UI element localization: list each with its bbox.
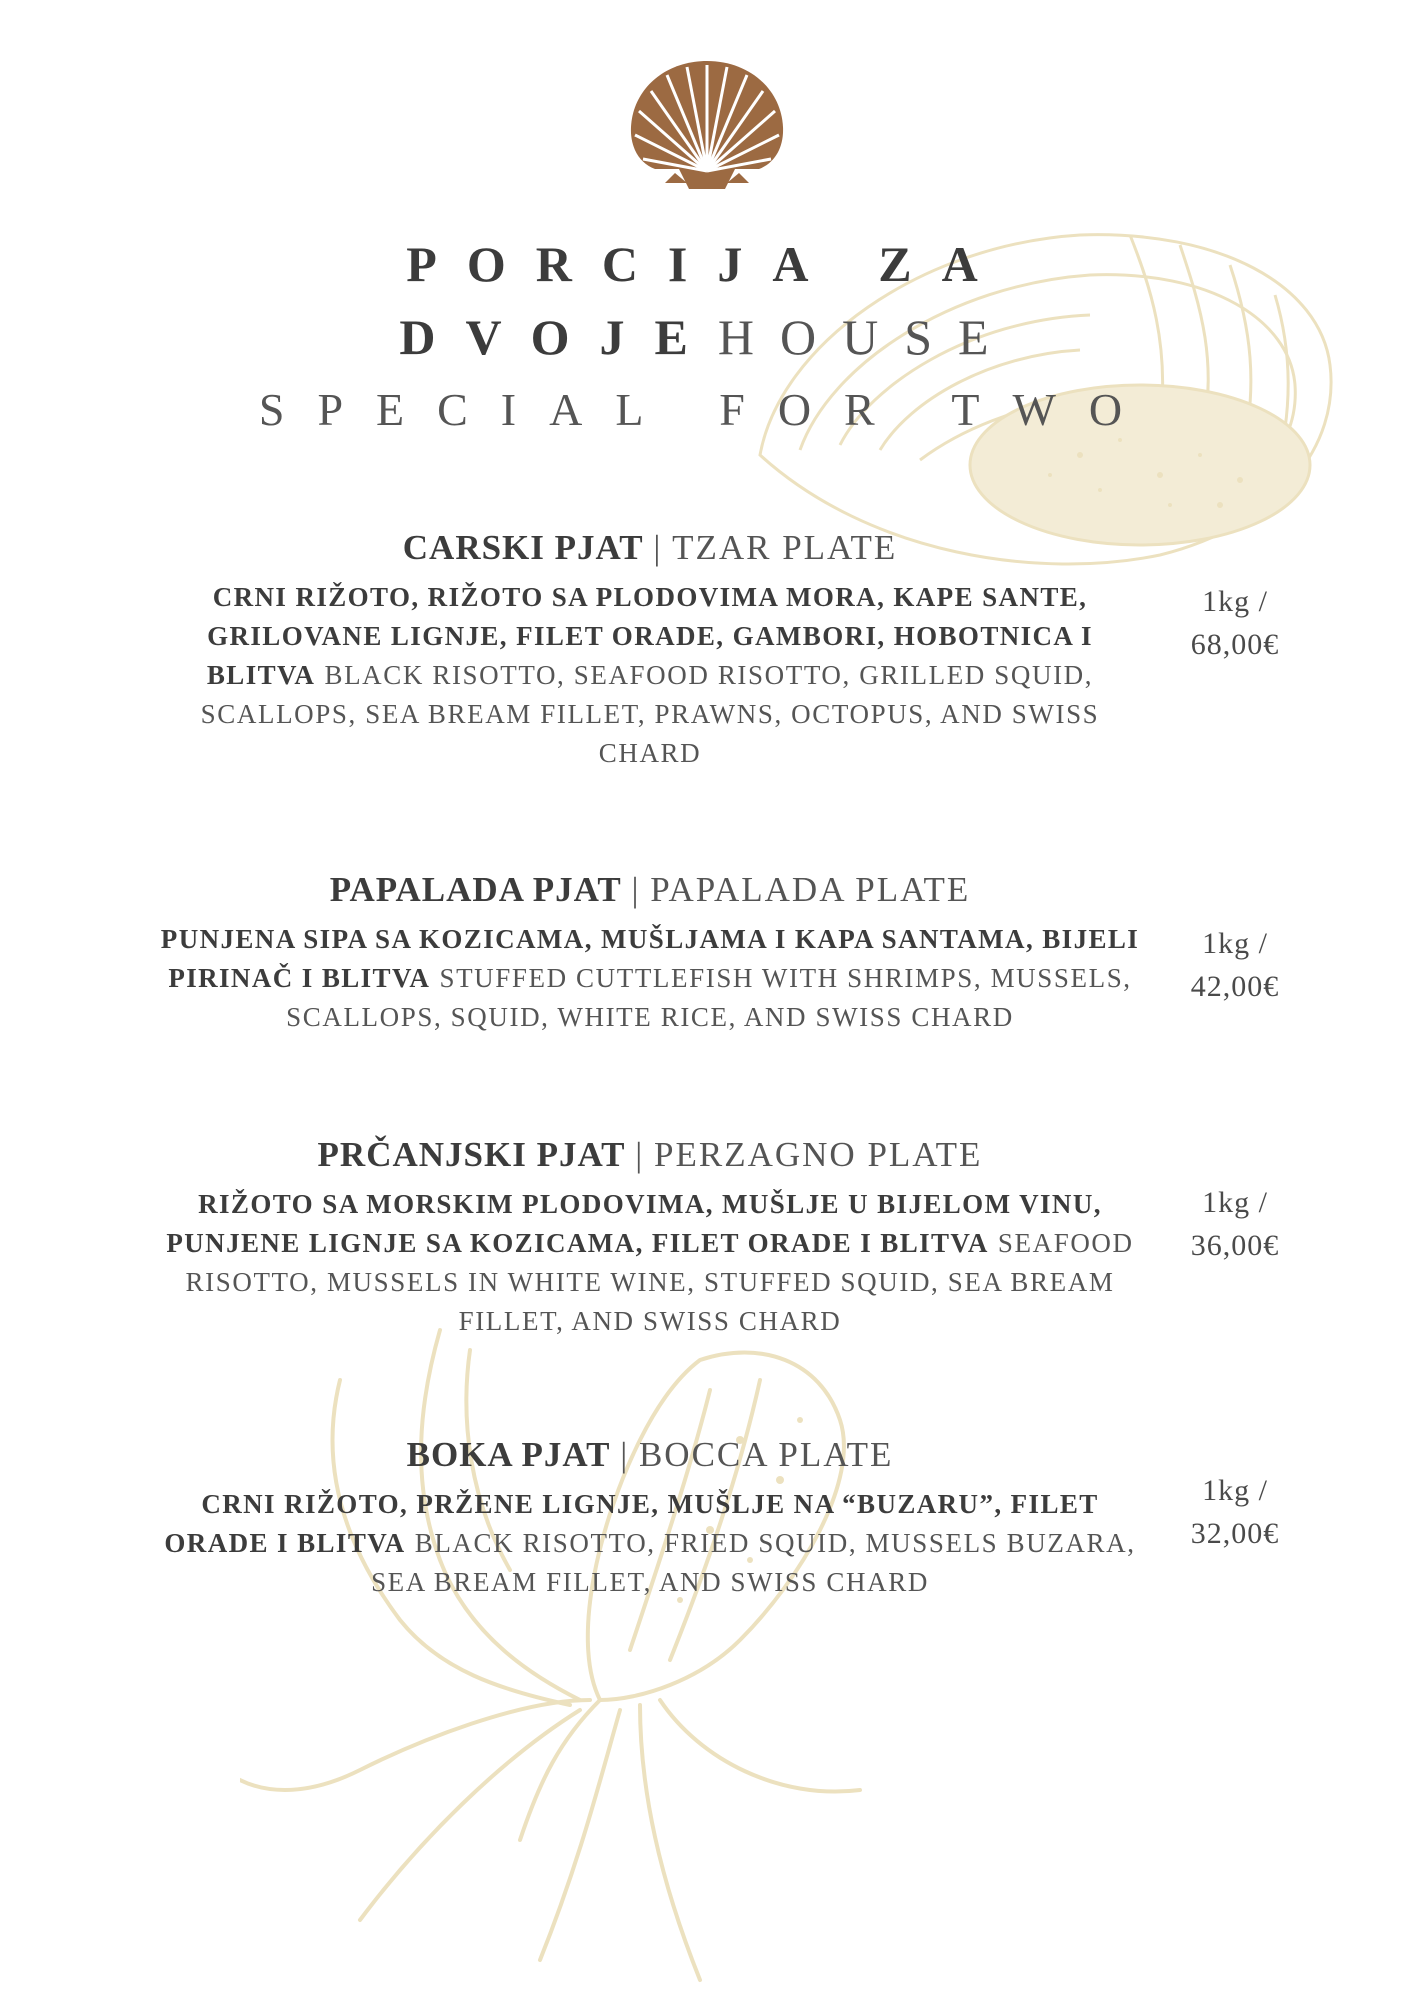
menu-title-line2 — [0, 308, 1414, 366]
menu-item-price — [1160, 1181, 1310, 1267]
squid-illustration — [240, 1320, 940, 2000]
menu-item-description — [160, 1485, 1140, 1602]
menu-item-separator: | — [653, 528, 663, 567]
menu-item-desc-en: BLACK RISOTTO, SEAFOOD RISOTTO, GRILLED SQUID, SCALLOPS, SEA BREAM FILLET, PRAWNS, OCTOPUS, AND SWISS CHARD — [200, 660, 1100, 768]
menu-item-price — [1160, 580, 1310, 666]
menu-item-title-en: PERZAGNO PLATE — [654, 1135, 983, 1174]
menu-item-title-local: BOKA PJAT — [406, 1435, 611, 1474]
menu-item-title-local: PAPALADA PJAT — [329, 870, 622, 909]
menu-item-title — [160, 1135, 1140, 1175]
scallop-shell-icon — [625, 55, 789, 195]
price-value: 42,00€ — [1190, 970, 1280, 1003]
menu-title-house: HOUSE — [717, 309, 1015, 365]
menu-item-separator: | — [635, 1135, 645, 1174]
menu-item-title — [160, 528, 1140, 568]
menu-item-carski-pjat — [160, 528, 1140, 773]
price-quantity: 1kg / — [1202, 585, 1268, 618]
menu-item-title-local: PRČANJSKI PJAT — [317, 1135, 626, 1174]
menu-item-title-local: CARSKI PJAT — [402, 528, 644, 567]
menu-item-separator: | — [631, 870, 641, 909]
menu-item-desc-en: STUFFED CUTTLEFISH WITH SHRIMPS, MUSSELS, SCALLOPS, SQUID, WHITE RICE, AND SWISS CHARD — [286, 963, 1132, 1032]
menu-item-boka-pjat — [160, 1435, 1140, 1602]
menu-item-title-en: PAPALADA PLATE — [650, 870, 971, 909]
menu-item-title — [160, 1435, 1140, 1475]
menu-item-title — [160, 870, 1140, 910]
price-value: 68,00€ — [1190, 628, 1280, 661]
menu-item-desc-local: PUNJENA SIPA SA KOZICAMA, MUŠLJAMA I KAPA SANTAMA, BIJELI PIRINAČ I BLITVA — [160, 924, 1140, 993]
menu-item-price — [1160, 922, 1310, 1008]
price-quantity: 1kg / — [1202, 1474, 1268, 1507]
menu-item-desc-local: CRNI RIŽOTO, PRŽENE LIGNJE, MUŠLJE NA “BUZARU”, FILET ORADE I BLITVA — [164, 1489, 1099, 1558]
price-value: 32,00€ — [1190, 1517, 1280, 1550]
menu-item-separator: | — [620, 1435, 630, 1474]
menu-item-desc-local: RIŽOTO SA MORSKIM PLODOVIMA, MUŠLJE U BIJELOM VINU, PUNJENE LIGNJE SA KOZICAMA, FILET ORADE I BLITVA — [166, 1189, 1102, 1258]
menu-item-desc-local: CRNI RIŽOTO, RIŽOTO SA PLODOVIMA MORA, KAPE SANTE, GRILOVANE LIGNJE, FILET ORADE, GAMBORI, HOBOTNICA I BLITVA — [206, 582, 1093, 690]
menu-item-title-en: TZAR PLATE — [672, 528, 898, 567]
menu-item-prcanjski-pjat — [160, 1135, 1140, 1341]
menu-item-description — [160, 1185, 1140, 1341]
price-quantity: 1kg / — [1202, 1186, 1268, 1219]
menu-item-description — [160, 578, 1140, 773]
menu-title-line1: PORCIJA ZA — [406, 236, 1008, 292]
menu-item-description — [160, 920, 1140, 1037]
menu-item-desc-en: BLACK RISOTTO, FRIED SQUID, MUSSELS BUZARA, SEA BREAM FILLET, AND SWISS CHARD — [371, 1528, 1136, 1597]
menu-item-price — [1160, 1469, 1310, 1555]
menu-title-dvoje: DVOJE — [399, 309, 718, 365]
menu-subtitle: SPECIAL FOR TWO — [258, 384, 1156, 435]
menu-item-papalada-pjat — [160, 870, 1140, 1037]
menu-item-title-en: BOCCA PLATE — [638, 1435, 894, 1474]
price-value: 36,00€ — [1190, 1229, 1280, 1262]
menu-item-desc-en: SEAFOOD RISOTTO, MUSSELS IN WHITE WINE, STUFFED SQUID, SEA BREAM FILLET, AND SWISS CHARD — [185, 1228, 1134, 1336]
price-quantity: 1kg / — [1202, 927, 1268, 960]
